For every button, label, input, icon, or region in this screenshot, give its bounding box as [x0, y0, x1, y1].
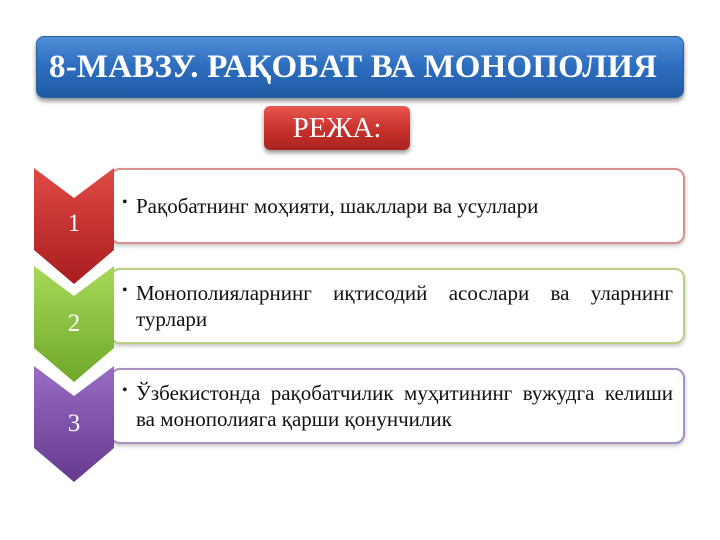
plan-item-1-bullet: •: [122, 194, 128, 211]
plan-item-2-box: [110, 268, 685, 344]
slide-title-text: 8-МАВЗУ. РАҚОБАТ ВА МОНОПОЛИЯ: [49, 48, 658, 85]
plan-item-1-box: [110, 168, 685, 244]
plan-item-3-text-wrap: [136, 370, 673, 442]
plan-item-2-bullet: •: [122, 282, 128, 299]
plan-badge: [264, 106, 410, 150]
plan-item-2-text: Монополияларнинг иқтисодий асослари ва уларнинг турлари: [136, 281, 673, 331]
plan-item-3-number: 3: [67, 410, 81, 437]
plan-item-3-text: Ўзбекистонда рақобатчилик муҳитининг вужудга келиши ва монополияга қарши қонунчилик: [136, 381, 673, 431]
plan-label: РЕЖА:: [292, 111, 382, 144]
plan-item-3-bullet: •: [122, 382, 128, 399]
plan-item-2-number: 2: [67, 310, 81, 337]
plan-item-1-number: 1: [67, 210, 81, 237]
plan-item-1-text: Рақобатнинг моҳияти, шакллари ва усуллари: [136, 194, 539, 218]
slide-title: [36, 36, 684, 98]
plan-item-3-box: [110, 368, 685, 444]
plan-item-1-text-wrap: [136, 170, 673, 242]
plan-item-2-text-wrap: [136, 270, 673, 342]
